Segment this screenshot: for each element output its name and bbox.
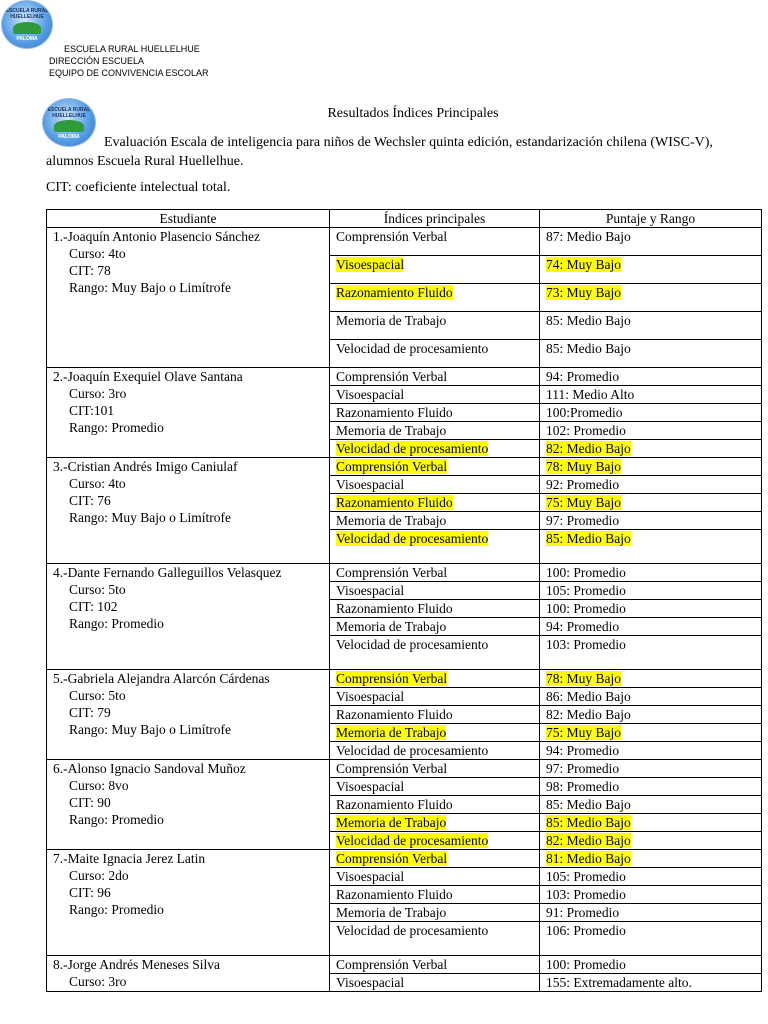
index-cell — [330, 284, 540, 312]
index-label: Velocidad de procesamiento — [336, 923, 489, 938]
score-cell — [540, 706, 762, 724]
index-label: Memoria de Trabajo — [336, 513, 447, 528]
score-value: 105: Promedio — [546, 869, 626, 884]
score-value: 103: Promedio — [546, 887, 626, 902]
index-cell — [330, 312, 540, 340]
score-value: 86: Medio Bajo — [546, 689, 631, 704]
student-detail: Rango: Promedio — [69, 902, 164, 917]
score-value: 100: Promedio — [546, 565, 626, 580]
student-detail: CIT: 96 — [69, 885, 111, 900]
score-value: 85: Medio Bajo — [546, 531, 631, 546]
index-label: Comprensión Verbal — [336, 565, 448, 580]
score-value: 73: Muy Bajo — [546, 285, 622, 300]
student-detail: Curso: 3ro — [69, 386, 127, 401]
index-label: Razonamiento Fluido — [336, 495, 453, 510]
index-label: Memoria de Trabajo — [336, 725, 447, 740]
score-cell — [540, 956, 762, 974]
index-cell — [330, 904, 540, 922]
table-row — [47, 368, 762, 386]
student-detail: Rango: Muy Bajo o Limítrofe — [69, 280, 231, 295]
score-value: 105: Promedio — [546, 583, 626, 598]
index-label: Visoespacial — [336, 477, 405, 492]
score-cell — [540, 670, 762, 688]
score-cell — [540, 922, 762, 956]
index-cell — [330, 458, 540, 476]
index-label: Velocidad de procesamiento — [336, 833, 489, 848]
header-score: Puntaje y Rango — [540, 210, 762, 228]
index-cell — [330, 636, 540, 670]
department-line-2: EQUIPO DE CONVIVENCIA ESCOLAR — [49, 68, 209, 78]
score-cell — [540, 618, 762, 636]
index-label: Razonamiento Fluido — [336, 405, 453, 420]
index-cell — [330, 850, 540, 868]
score-cell — [540, 868, 762, 886]
index-cell — [330, 868, 540, 886]
score-value: 74: Muy Bajo — [546, 257, 622, 272]
index-label: Velocidad de procesamiento — [336, 441, 489, 456]
score-value: 102: Promedio — [546, 423, 626, 438]
score-value: 78: Muy Bajo — [546, 459, 622, 474]
score-cell — [540, 688, 762, 706]
score-value: 106: Promedio — [546, 923, 626, 938]
score-cell — [540, 742, 762, 760]
score-cell — [540, 422, 762, 440]
table-body — [47, 228, 762, 992]
table-row — [47, 564, 762, 582]
index-cell — [330, 368, 540, 386]
score-value: 97: Promedio — [546, 513, 620, 528]
student-detail: Rango: Promedio — [69, 812, 164, 827]
student-detail: Curso: 5to — [69, 582, 126, 597]
score-value: 85: Medio Bajo — [546, 797, 631, 812]
index-label: Visoespacial — [336, 869, 405, 884]
score-cell — [540, 832, 762, 850]
score-value: 97: Promedio — [546, 761, 620, 776]
intro-paragraph: Evaluación Escala de inteligencia para niños de Wechsler quinta edición, estandarización chilena (WISC-V), alumnos Escuela Rural Huellelhue. — [46, 135, 713, 169]
index-label: Comprensión Verbal — [336, 459, 448, 474]
table-row — [47, 850, 762, 868]
student-name: 7.-Maite Ignacia Jerez Latin — [53, 851, 206, 866]
student-detail: Rango: Promedio — [69, 616, 164, 631]
index-label: Comprensión Verbal — [336, 851, 448, 866]
index-cell — [330, 724, 540, 742]
score-value: 111: Medio Alto — [546, 387, 635, 402]
index-cell — [330, 340, 540, 368]
score-cell — [540, 564, 762, 582]
score-cell — [540, 636, 762, 670]
index-label: Comprensión Verbal — [336, 369, 448, 384]
score-value: 91: Promedio — [546, 905, 620, 920]
index-cell — [330, 422, 540, 440]
index-cell — [330, 386, 540, 404]
index-cell — [330, 600, 540, 618]
logo-text-top: ESCUELA RURAL — [5, 8, 49, 14]
score-value: 98: Promedio — [546, 779, 620, 794]
student-name: 8.-Jorge Andrés Meneses Silva — [53, 957, 220, 972]
student-name: 1.-Joaquín Antonio Plasencio Sánchez — [53, 229, 260, 244]
score-cell — [540, 256, 762, 284]
index-label: Visoespacial — [336, 257, 405, 272]
index-cell — [330, 974, 540, 992]
score-value: 103: Promedio — [546, 637, 626, 652]
index-label: Velocidad de procesamiento — [336, 341, 489, 356]
score-value: 75: Muy Bajo — [546, 495, 622, 510]
student-detail: CIT: 102 — [69, 599, 118, 614]
student-cell — [47, 760, 330, 850]
score-cell — [540, 760, 762, 778]
index-cell — [330, 760, 540, 778]
index-label: Memoria de Trabajo — [336, 423, 447, 438]
score-cell — [540, 904, 762, 922]
score-value: 85: Medio Bajo — [546, 341, 631, 356]
student-detail: Curso: 4to — [69, 246, 126, 261]
student-cell — [47, 564, 330, 670]
student-detail: CIT: 90 — [69, 795, 111, 810]
index-cell — [330, 832, 540, 850]
score-value: 100:Promedio — [546, 405, 623, 420]
index-cell — [330, 742, 540, 760]
score-cell — [540, 724, 762, 742]
score-value: 85: Medio Bajo — [546, 313, 631, 328]
score-cell — [540, 494, 762, 512]
school-name: ESCUELA RURAL HUELLELHUE — [64, 44, 200, 54]
index-cell — [330, 886, 540, 904]
table-row — [47, 760, 762, 778]
index-cell — [330, 494, 540, 512]
index-label: Comprensión Verbal — [336, 957, 448, 972]
index-label: Visoespacial — [336, 689, 405, 704]
score-cell — [540, 440, 762, 458]
score-value: 82: Medio Bajo — [546, 707, 631, 722]
logo-text-bottom: PALOMA — [58, 134, 80, 141]
department-line-1: DIRECCIÓN ESCUELA — [49, 56, 145, 66]
score-cell — [540, 312, 762, 340]
table-row — [47, 956, 762, 974]
index-label: Visoespacial — [336, 583, 405, 598]
score-value: 82: Medio Bajo — [546, 441, 631, 456]
index-cell — [330, 476, 540, 494]
student-detail: Rango: Muy Bajo o Limítrofe — [69, 722, 231, 737]
student-detail: Rango: Promedio — [69, 420, 164, 435]
score-cell — [540, 796, 762, 814]
index-cell — [330, 256, 540, 284]
score-cell — [540, 850, 762, 868]
index-label: Velocidad de procesamiento — [336, 637, 489, 652]
index-label: Memoria de Trabajo — [336, 905, 447, 920]
index-cell — [330, 512, 540, 530]
logo-text-top: ESCUELA RURAL — [47, 107, 91, 113]
index-cell — [330, 706, 540, 724]
index-cell — [330, 440, 540, 458]
index-label: Visoespacial — [336, 975, 405, 990]
score-value: 82: Medio Bajo — [546, 833, 631, 848]
score-cell — [540, 404, 762, 422]
score-cell — [540, 284, 762, 312]
score-value: 100: Promedio — [546, 957, 626, 972]
score-value: 94: Promedio — [546, 369, 620, 384]
score-cell — [540, 600, 762, 618]
student-cell — [47, 458, 330, 564]
student-name: 4.-Dante Fernando Galleguillos Velasquez — [53, 565, 282, 580]
index-cell — [330, 778, 540, 796]
header-student: Estudiante — [47, 210, 330, 228]
score-value: 94: Promedio — [546, 743, 620, 758]
index-label: Memoria de Trabajo — [336, 619, 447, 634]
table-row — [47, 228, 762, 256]
index-label: Razonamiento Fluido — [336, 887, 453, 902]
index-label: Razonamiento Fluido — [336, 707, 453, 722]
header-index: Índices principales — [330, 210, 540, 228]
score-cell — [540, 582, 762, 600]
index-cell — [330, 564, 540, 582]
student-detail: Curso: 4to — [69, 476, 126, 491]
score-value: 100: Promedio — [546, 601, 626, 616]
index-cell — [330, 530, 540, 564]
score-cell — [540, 814, 762, 832]
index-cell — [330, 956, 540, 974]
student-cell — [47, 228, 330, 368]
student-cell — [47, 956, 330, 992]
student-cell — [47, 850, 330, 956]
student-detail: CIT: 76 — [69, 493, 111, 508]
index-label: Razonamiento Fluido — [336, 601, 453, 616]
logo-mound-icon — [13, 22, 41, 34]
score-cell — [540, 386, 762, 404]
index-label: Razonamiento Fluido — [336, 797, 453, 812]
index-cell — [330, 670, 540, 688]
student-name: 2.-Joaquín Exequiel Olave Santana — [53, 369, 243, 384]
logo-text-bottom: PALOMA — [16, 36, 38, 43]
student-detail: Curso: 5to — [69, 688, 126, 703]
score-value: 94: Promedio — [546, 619, 620, 634]
score-value: 85: Medio Bajo — [546, 815, 631, 830]
score-cell — [540, 530, 762, 564]
index-label: Memoria de Trabajo — [336, 313, 447, 328]
student-detail: Curso: 3ro — [69, 974, 127, 989]
score-value: 75: Muy Bajo — [546, 725, 622, 740]
index-cell — [330, 922, 540, 956]
logo-text-mid: HUELLELHUE — [10, 14, 44, 20]
score-value: 87: Medio Bajo — [546, 229, 631, 244]
score-value: 78: Muy Bajo — [546, 671, 622, 686]
student-cell — [47, 670, 330, 760]
score-cell — [540, 778, 762, 796]
index-cell — [330, 618, 540, 636]
score-cell — [540, 974, 762, 992]
index-label: Memoria de Trabajo — [336, 815, 447, 830]
student-detail: CIT: 79 — [69, 705, 111, 720]
student-detail: Curso: 8vo — [69, 778, 129, 793]
index-cell — [330, 814, 540, 832]
score-cell — [540, 512, 762, 530]
student-name: 5.-Gabriela Alejandra Alarcón Cárdenas — [53, 671, 270, 686]
student-name: 3.-Cristian Andrés Imigo Caniulaf — [53, 459, 238, 474]
score-cell — [540, 458, 762, 476]
index-label: Comprensión Verbal — [336, 229, 448, 244]
student-name: 6.-Alonso Ignacio Sandoval Muñoz — [53, 761, 246, 776]
table-header-row — [47, 210, 762, 228]
logo-text-mid: HUELLELHUE — [52, 113, 86, 119]
student-cell — [47, 368, 330, 458]
student-detail: Rango: Muy Bajo o Limítrofe — [69, 510, 231, 525]
score-cell — [540, 886, 762, 904]
index-label: Comprensión Verbal — [336, 761, 448, 776]
index-cell — [330, 404, 540, 422]
document-title: Resultados Índices Principales — [327, 106, 499, 121]
index-cell — [330, 228, 540, 256]
index-label: Visoespacial — [336, 779, 405, 794]
index-label: Razonamiento Fluido — [336, 285, 453, 300]
index-label: Visoespacial — [336, 387, 405, 402]
table-row — [47, 458, 762, 476]
score-value: 155: Extremadamente alto. — [546, 975, 692, 990]
index-label: Velocidad de procesamiento — [336, 743, 489, 758]
score-value: 81: Medio Bajo — [546, 851, 631, 866]
index-cell — [330, 582, 540, 600]
student-detail: CIT:101 — [69, 403, 115, 418]
school-logo-top — [1, 0, 53, 49]
index-label: Comprensión Verbal — [336, 671, 448, 686]
score-cell — [540, 476, 762, 494]
score-cell — [540, 368, 762, 386]
student-detail: Curso: 2do — [69, 868, 129, 883]
index-label: Velocidad de procesamiento — [336, 531, 489, 546]
index-cell — [330, 688, 540, 706]
score-value: 92: Promedio — [546, 477, 620, 492]
table-row — [47, 670, 762, 688]
student-detail: CIT: 78 — [69, 263, 111, 278]
results-table — [46, 209, 762, 992]
index-cell — [330, 796, 540, 814]
cit-note: CIT: coeficiente intelectual total. — [46, 180, 231, 195]
score-cell — [540, 340, 762, 368]
score-cell — [540, 228, 762, 256]
